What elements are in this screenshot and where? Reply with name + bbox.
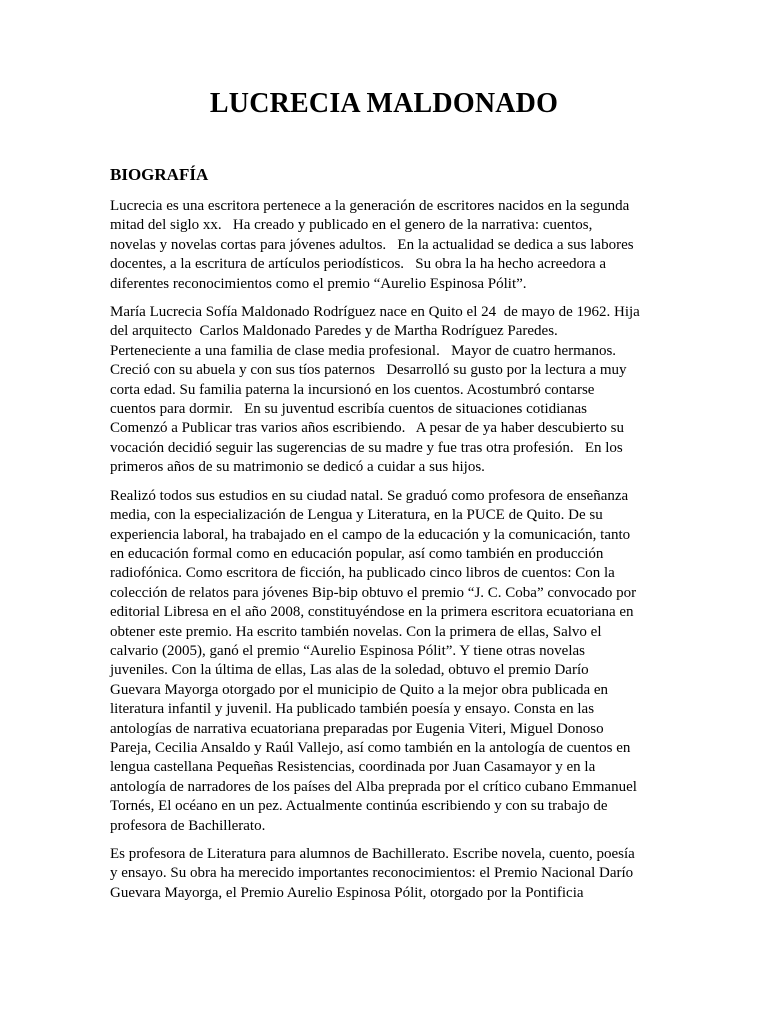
biography-body — [110, 197, 662, 912]
section-heading-biografia: BIOGRAFÍA — [110, 165, 209, 184]
paragraph-intro: Lucrecia es una escritora pertenece a la generación de escritores nacidos en la segunda mitad del siglo xx. Ha creado y publicado en el genero de la narrativa: cuentos, novelas y novelas cortas para jóvenes adultos. En la actualidad se dedica a sus labores docentes, a la escritura de artículos periodísticos. Su obra la ha hecho acreedora a diferentes reconocimientos como el premio “Aurelio Espinosa Pólit”. — [110, 198, 634, 292]
paragraph-career: Realizó todos sus estudios en su ciudad natal. Se graduó como profesora de enseñanza media, con la especialización de Lengua y Literatura, en la PUCE de Quito. De su experiencia laboral, ha trabajado en el campo de la educación y la comunicación, tanto en educación formal como en educación popular, así como también en producción radiofónica. Como escritora de ficción, ha publicado cinco libros de cuentos: Con la colección de relatos para jóvenes Bip-bip obtuvo el premio “J. C. Coba” convocado por editorial Libresa en el año 2008, constituyéndose en la primera escritora ecuatoriana en obtener este premio. Ha escrito también novelas. Con la primera de ellas, Salvo el calvario (2005), ganó el premio “Aurelio Espinosa Pólit”. Y tiene otras novelas juveniles. Con la última de ellas, Las alas de la soledad, obtuvo el premio Darío Guevara Mayorga otorgado por el municipio de Quito a la mejor obra publicada en literatura infantil y juvenil. Ha publicado también poesía y ensayo. Consta en las antologías de narrativa ecuatoriana preparadas por Eugenia Viteri, Miguel Donoso Pareja, Cecilia Ansaldo y Raúl Vallejo, así como también en la antología de cuentos en lengua castellana Pequeñas Resistencias, coordinada por Juan Casamayor y en la antología de narradores de los países del Alba preprada por el crítico cubano Emmanuel Tornés, El océano en un pez. Actualmente continúa escribiendo y con su trabajo de profesora de Bachillerato. — [110, 487, 637, 834]
paragraph-early-life: María Lucrecia Sofía Maldonado Rodríguez nace en Quito el 24 de mayo de 1962. Hija del arquitecto Carlos Maldonado Paredes y de Martha Rodríguez Paredes. Perteneciente a una familia de clase media profesional. Mayor de cuatro hermanos. Creció con su abuela y con sus tíos paternos Desarrolló su gusto por la lectura a muy corta edad. Su familia paterna la incursionó en los cuentos. Acostumbró contarse cuentos para dormir. En su juventud escribía cuentos de situaciones cotidianas Comenzó a Publicar tras varios años escribiendo. A pesar de ya haber descubierto su vocación decidió seguir las sugerencias de su madre y fue tras otra profesión. En los primeros años de su matrimonio se dedicó a cuidar a sus hijos. — [110, 304, 640, 476]
page-title: LUCRECIA MALDONADO — [209, 88, 559, 119]
paragraph-current-work: Es profesora de Literatura para alumnos de Bachillerato. Escribe novela, cuento, poesía y ensayo. Su obra ha merecido importantes reconocimientos: el Premio Nacional Darío Guevara Mayorga, el Premio Aurelio Espinosa Pólit, otorgado por la Pontificia — [110, 846, 635, 901]
